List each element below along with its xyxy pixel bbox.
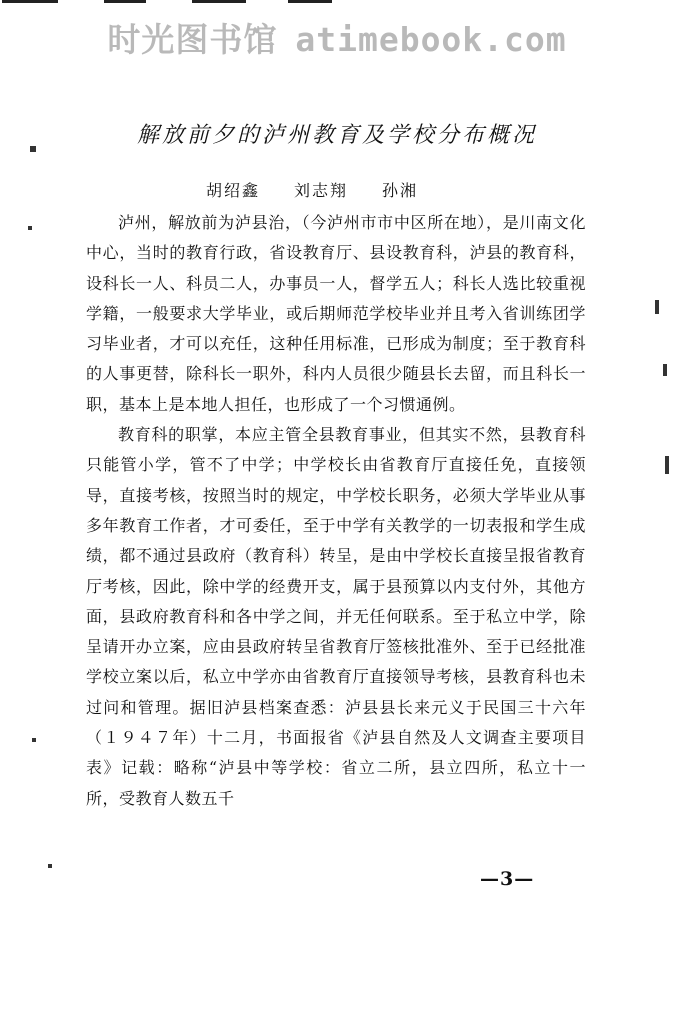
scan-edge-line [192,0,246,3]
scan-speck [655,300,659,314]
scan-speck [48,864,52,868]
scan-edge-line [2,0,58,3]
article-body [86,208,586,814]
page-number: —3— [480,868,535,890]
scan-edge-line [104,0,146,3]
body-paragraph: 教育科的职掌，本应主管全县教育事业，但其实不然，县教育科只能管小学，管不了中学；中学校长由省教育厅直接任免，直接领导，直接考核，按照当时的规定，中学校长职务，必须大学毕业从事多年教育工作者，才可委任，至于中学有关教学的一切表报和学生成绩，都不通过县政府（教育科）转呈，是由中学校长直接呈报省教育厅考核，因此，除中学的经费开支，属于县预算以内支付外，其他方面，县政府教育科和各中学之间，并无任何联系。至于私立中学，除呈请开办立案，应由县政府转呈省教育厅签核批准外、至于已经批准学校立案以后，私立中学亦由省教育厅直接领导考核，县教育科也未过问和管理。据旧泸县档案查悉：泸县县长来元义于民国三十六年（１９４７年）十二月，书面报省《泸县自然及人文调查主要项目表》记载：略称“泸县中等学校：省立二所，县立四所，私立十一所，受教育人数五千 [86,425,586,808]
article-title: 解放前夕的泸州教育及学校分布概况 [136,123,537,148]
scan-speck [32,738,36,742]
scan-speck [665,456,669,474]
author-list [206,178,506,201]
watermark [0,14,674,61]
author-name: 孙湘 [382,181,419,200]
watermark-chinese: 时光图书馆 [107,20,278,59]
body-paragraph: 泸州，解放前为泸县治，（今泸州市市中区所在地），是川南文化中心，当时的教育行政，省设教育厅、县设教育科，泸县的教育科，设科长一人、科员二人，办事员一人，督学五人；科长人选比较重视学籍，一般要求大学毕业，或后期师范学校毕业并且考入省训练团学习毕业者，才可以充任，这种任用标准，已形成为制度；至于教育科的人事更替，除科长一职外，科内人员很少随县长去留，而且科长一职，基本上是本地人担任，也形成了一个习惯通例。 [86,213,586,414]
scan-speck [28,226,32,230]
author-name: 刘志翔 [294,181,349,200]
scan-edge-line [288,0,332,3]
watermark-url: atimebook.com [295,20,567,59]
author-name: 胡绍鑫 [206,181,261,200]
scan-speck [663,364,667,376]
